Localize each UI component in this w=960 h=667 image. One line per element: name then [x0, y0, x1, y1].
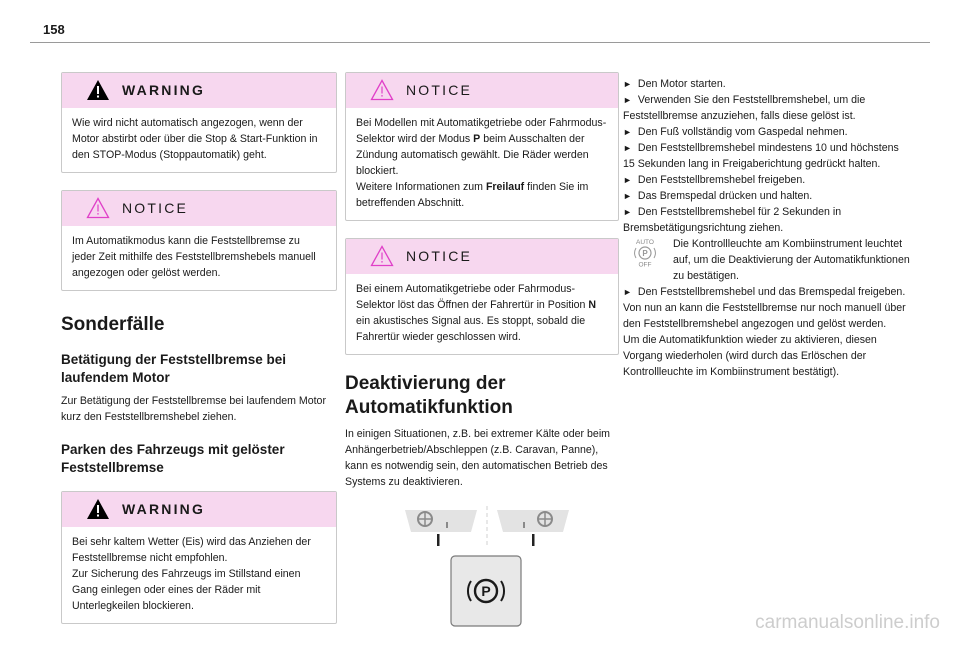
step-item: ► Den Motor starten.: [623, 78, 726, 90]
warning-text: Wie wird nicht automatisch angezogen, wenn der Motor abstirbt oder über die Stop & Start-Funktion in den STOP-Modus (Stoppautomatik) geht.: [72, 117, 318, 161]
warning-header: [62, 492, 336, 527]
notice-box-2: [345, 72, 619, 221]
warning-title: WARNING: [122, 501, 206, 517]
parking-brake-illustration: [345, 502, 619, 662]
page-number: 158: [43, 22, 65, 37]
section-text: In einigen Situationen, z.B. bei extremer Kälte oder beim Anhängerbetrieb/Abschleppen (z.B. Caravan, Panne), kann es notwendig sein, den automatischen Betrieb des Systems zu deaktivieren.: [345, 428, 610, 488]
indicator-note: [623, 236, 913, 284]
notice-text: Weitere Informationen zum Freilauf finden Sie im betreffenden Abschnitt.: [356, 181, 589, 209]
notice-text: Bei einem Automatikgetriebe oder Fahrmodus-Selektor löst das Öffnen der Fahrertür in Position N ein akustisches Signal aus. Es stoppt, sobald die Fahrertür wieder geschlossen wird.: [356, 283, 597, 343]
parking-brake-lever-icon: [345, 502, 619, 662]
notice-icon: [370, 245, 394, 267]
svg-text:P: P: [642, 249, 648, 258]
indicator-text: Die Kontrollleuchte am Kombiinstrument leuchtet auf, um die Deaktivierung der Automatikfunktionen zu bestätigen.: [673, 238, 910, 282]
step-item: ► Den Fuß vollständig vom Gaspedal nehmen.: [623, 126, 848, 138]
warning-text: Bei sehr kaltem Wetter (Eis) wird das Anziehen der Feststellbremse nicht empfohlen.: [72, 536, 311, 564]
section-title-deaktivierung: Deaktivierung der Automatikfunktion: [345, 373, 513, 418]
step-item: ► Den Feststellbremshebel mindestens 10 und höchstens 15 Sekunden lang in Freigaberichtung gedrückt halten.: [623, 142, 899, 170]
auto-off-indicator-icon: [623, 238, 667, 268]
section-title-sonderfaelle: Sonderfälle: [61, 314, 165, 335]
step-item: ► Den Feststellbremshebel für 2 Sekunden in Bremsbetätigungsrichtung ziehen.: [623, 206, 842, 234]
notice-title: NOTICE: [406, 248, 473, 264]
warning-title: WARNING: [122, 82, 206, 98]
notice-title: NOTICE: [122, 200, 189, 216]
warning-icon: [86, 79, 110, 101]
notice-text: Bei Modellen mit Automatikgetriebe oder Fahrmodus-Selektor wird der Modus P beim Ausschalten der Zündung automatisch gewählt. Die Räder werden blockiert.: [356, 117, 607, 177]
column-right: [623, 76, 913, 380]
notice-box-1: [61, 190, 337, 291]
step-item: ► Verwenden Sie den Feststellbremshebel, um die Feststellbremse anzuziehen, falls diese gelöst ist.: [623, 94, 866, 122]
indicator-label-top: AUTO: [636, 239, 654, 246]
step-item: ► Den Feststellbremshebel und das Bremspedal freigeben.: [623, 286, 906, 298]
step-item: ► Das Bremspedal drücken und halten.: [623, 190, 813, 202]
warning-text: Zur Sicherung des Fahrzeugs im Stillstand einen Gang einlegen oder eines der Räder mit Unterlegkeilen blockieren.: [72, 568, 301, 612]
notice-title: NOTICE: [406, 82, 473, 98]
indicator-label-bottom: OFF: [638, 261, 652, 268]
column-left: [61, 72, 337, 641]
warning-box-1: [61, 72, 337, 173]
notice-icon: [86, 197, 110, 219]
notice-header: [62, 191, 336, 226]
header-divider: [30, 42, 930, 43]
warning-header: [62, 73, 336, 108]
notice-header: [346, 239, 618, 274]
warning-icon: [86, 498, 110, 520]
notice-text: Im Automatikmodus kann die Feststellbremse zu jeder Zeit mithilfe des Feststellbremshebels manuell angezogen oder gelöst werden.: [72, 235, 316, 279]
subsection-title-2: Parken des Fahrzeugs mit gelöster Feststellbremse: [61, 442, 285, 475]
info-paragraph: Von nun an kann die Feststellbremse nur noch manuell über den Feststellbremshebel angezogen und gelöst werden.: [623, 302, 906, 330]
subsection-title-1: Betätigung der Feststellbremse bei laufendem Motor: [61, 352, 287, 385]
notice-header: [346, 73, 618, 108]
subsection-text-1: Zur Betätigung der Feststellbremse bei laufendem Motor kurz den Feststellbremshebel ziehen.: [61, 395, 326, 423]
info-paragraph: Um die Automatikfunktion wieder zu aktivieren, diesen Vorgang wiederholen (wird durch das Erlöschen der Kontrollleuchte im Kombiinstrument bestätigt).: [623, 334, 877, 378]
warning-box-2: [61, 491, 337, 624]
notice-box-3: [345, 238, 619, 355]
notice-icon: [370, 79, 394, 101]
watermark: carmanualsonline.info: [755, 612, 940, 633]
svg-text:P: P: [481, 583, 491, 599]
step-item: ► Den Feststellbremshebel freigeben.: [623, 174, 806, 186]
column-middle: [345, 72, 619, 662]
